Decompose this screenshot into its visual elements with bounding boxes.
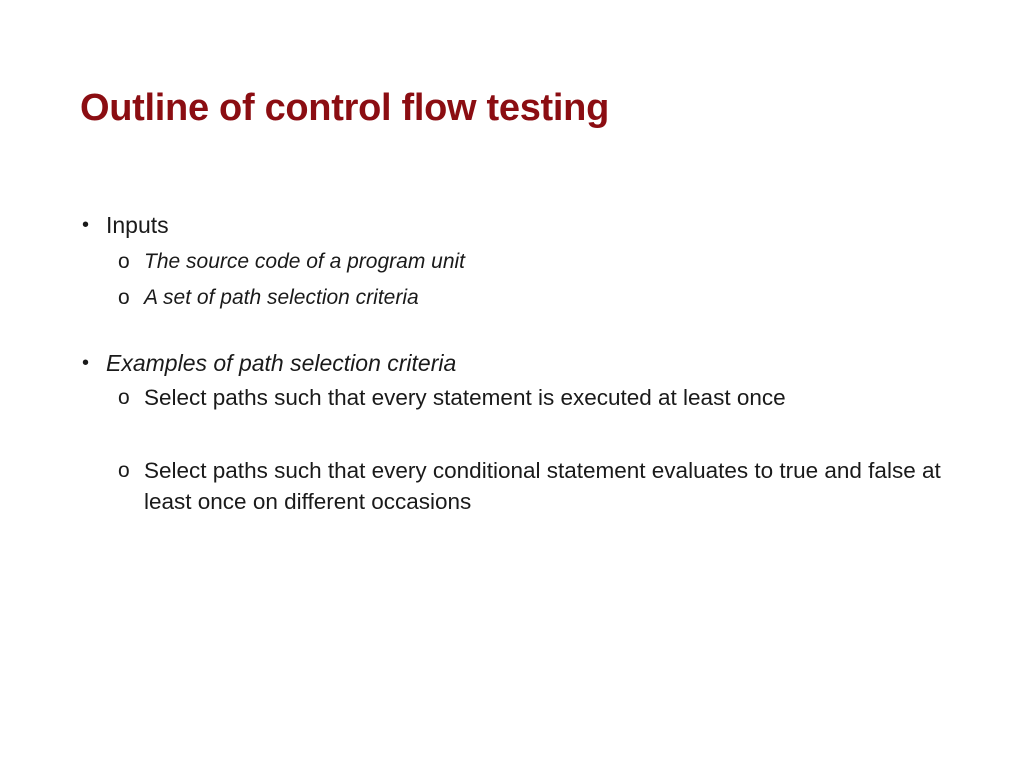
bullet-examples [82, 348, 962, 517]
bullet-list [82, 210, 962, 517]
sub-item-text: A set of path selection criteria [144, 286, 419, 309]
bullet-marker: • [82, 214, 90, 236]
sub-list [106, 382, 962, 517]
sub-item-text: Select paths such that every statement is executed at least once [144, 385, 786, 410]
slide-title: Outline of control flow testing [80, 87, 609, 129]
sub-marker: o [118, 286, 130, 309]
sub-item [106, 382, 962, 413]
sub-item [106, 244, 962, 280]
sub-item-text: The source code of a program unit [144, 250, 466, 273]
sub-marker: o [118, 250, 130, 273]
sub-item [106, 455, 962, 517]
sub-item [106, 280, 962, 316]
bullet-marker: • [82, 352, 90, 374]
bullet-text: Examples of path selection criteria [106, 350, 457, 376]
sub-marker: o [118, 459, 130, 482]
bullet-inputs [82, 210, 962, 316]
sub-list [106, 244, 962, 316]
sub-marker: o [118, 386, 130, 409]
bullet-text: Inputs [106, 212, 169, 238]
sub-item-text: Select paths such that every conditional statement evaluates to true and false at least once on different occasions [144, 458, 941, 514]
